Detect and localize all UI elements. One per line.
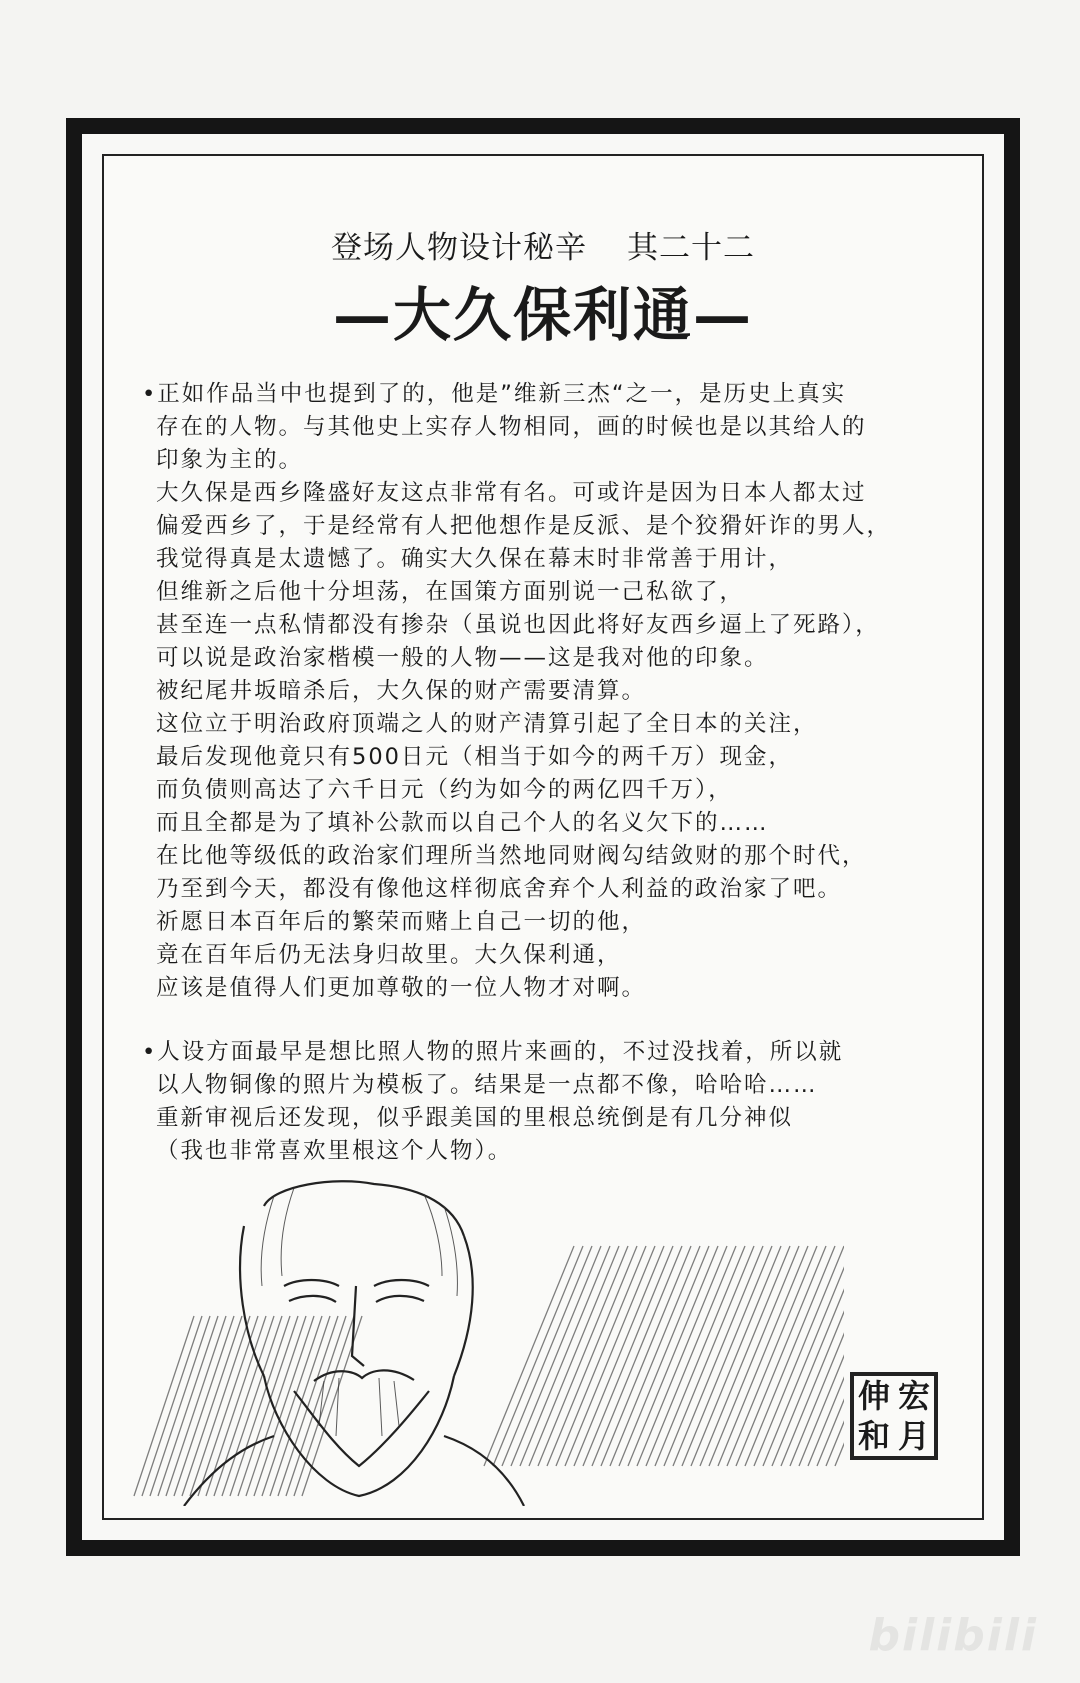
text-line: •人设方面最早是想比照人物的照片来画的，不过没找着，所以就 <box>142 1039 844 1065</box>
text-line: 以人物铜像的照片为模板了。结果是一点都不像，哈哈哈…… <box>156 1072 818 1098</box>
artist-seal <box>850 1372 938 1460</box>
text-line: 存在的人物。与其他史上实存人物相同，画的时候也是以其给人的 <box>156 414 867 440</box>
page-frame <box>66 118 1020 1556</box>
text-line: 而负债则高达了六千日元（约为如今的两亿四千万）， <box>156 777 733 803</box>
text-line: （我也非常喜欢里根这个人物）。 <box>156 1138 513 1164</box>
text-line: 但维新之后他十分坦荡，在国策方面别说一己私欲了， <box>156 579 745 605</box>
text-line: 这位立于明治政府顶端之人的财产清算引起了全日本的关注， <box>156 711 818 737</box>
subtitle-series: 登场人物设计秘辛 <box>331 230 587 266</box>
text-line: 祈愿日本百年后的繁荣而赌上自己一切的他， <box>156 909 647 935</box>
subtitle-number: 其二十二 <box>627 230 755 266</box>
page-subtitle <box>104 222 982 267</box>
text-line: 应该是值得人们更加尊敬的一位人物才对啊。 <box>156 975 647 1001</box>
text-line: 在比他等级低的政治家们理所当然地同财阀勾结敛财的那个时代， <box>156 843 867 869</box>
text-line: 印象为主的。 <box>156 447 304 473</box>
text-line: 被纪尾井坂暗杀后，大久保的财产需要清算。 <box>156 678 647 704</box>
portrait-sketch <box>124 1166 844 1506</box>
text-line: 可以说是政治家楷模一般的人物——这是我对他的印象。 <box>156 645 769 671</box>
text-line: 乃至到今天，都没有像他这样彻底舍弃个人利益的政治家了吧。 <box>156 876 843 902</box>
text-line: 偏爱西乡了，于是经常有人把他想作是反派、是个狡猾奸诈的男人， <box>156 513 892 539</box>
text-line: 而且全都是为了填补公款而以自己个人的名义欠下的…… <box>156 810 769 836</box>
content-frame <box>102 154 984 1520</box>
paragraph-2 <box>142 1036 962 1168</box>
text-line: •正如作品当中也提到了的，他是”维新三杰“之一，是历史上真实 <box>142 381 847 407</box>
text-line: 甚至连一点私情都没有掺杂（虽说也因此将好友西乡逼上了死路）， <box>156 612 880 638</box>
paragraph-1 <box>142 378 962 1005</box>
hair-strokes <box>261 1188 457 1436</box>
page-title: —大久保利通— <box>332 281 753 349</box>
seal-char: 宏 <box>897 1377 930 1415</box>
text-line: 竟在百年后仍无法身归故里。大久保利通， <box>156 942 622 968</box>
text-line: 重新审视后还发现，似乎跟美国的里根总统倒是有几分神似 <box>156 1105 794 1131</box>
seal-char: 伸 <box>857 1377 890 1415</box>
text-line: 最后发现他竟只有500日元（相当于如今的两千万）现金， <box>156 744 793 770</box>
seal-char: 和 <box>857 1417 890 1455</box>
bilibili-watermark: bilibili <box>868 1610 1038 1661</box>
text-line: 大久保是西乡隆盛好友这点非常有名。可或许是因为日本人都太过 <box>156 480 867 506</box>
text-line: 我觉得真是太遗憾了。确实大久保在幕末时非常善于用计， <box>156 546 794 572</box>
seal-char: 月 <box>897 1417 930 1455</box>
